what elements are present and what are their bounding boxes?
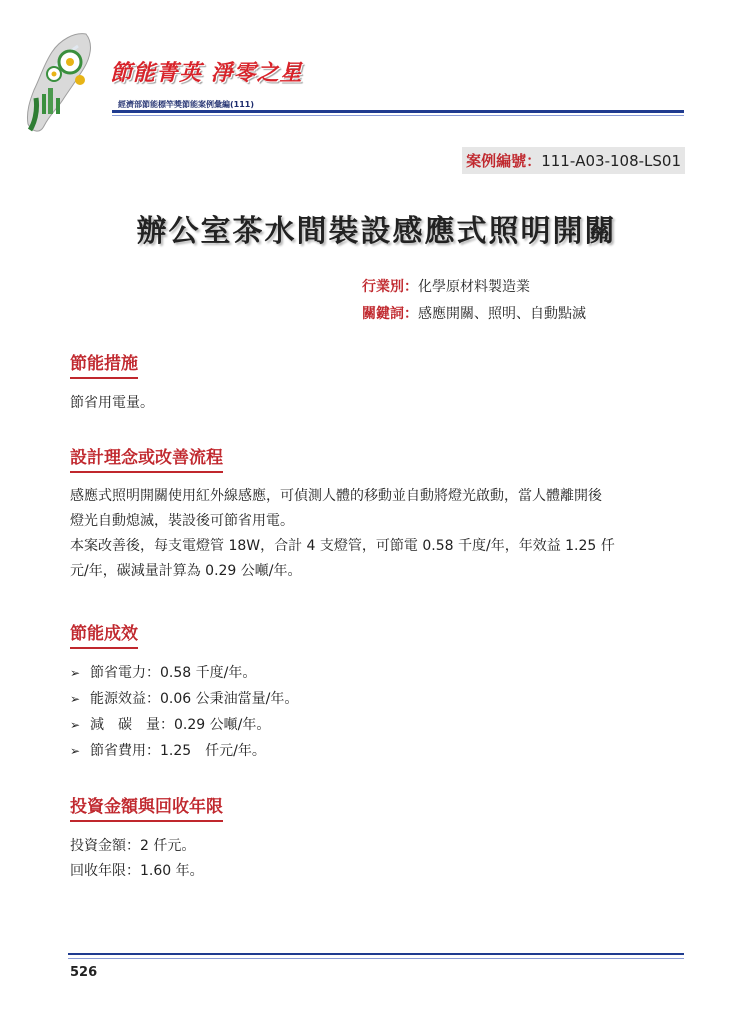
design-line: 燈光自動熄滅，裝設後可節省用電。 [70, 513, 294, 529]
investment-text [70, 834, 204, 884]
measures-text [70, 391, 154, 416]
section-heading-investment: 投資金額與回收年限 [70, 792, 223, 822]
case-number [462, 147, 685, 174]
design-line: 元/年，碳減量計算為 0.29 公噸/年。 [70, 563, 302, 579]
list-item [70, 686, 298, 712]
design-line: 本案改善後，每支電燈管 18W，合計 4 支燈管，可節電 0.58 千度/年，年效益 1.25 仟 [70, 538, 615, 554]
keywords-line [362, 303, 586, 323]
arrow-bullet-icon: ➢ [70, 666, 81, 680]
result-text: 節省費用：1.25 仟元/年。 [90, 743, 266, 759]
list-item [70, 738, 298, 764]
section-heading-measures: 節能措施 [70, 349, 138, 379]
brand-title: 節能菁英 淨零之星 [110, 60, 303, 86]
arrow-bullet-icon: ➢ [70, 692, 81, 706]
section-heading-results: 節能成效 [70, 619, 138, 649]
list-item [70, 712, 298, 738]
result-text: 減 碳 量：0.29 公噸/年。 [90, 717, 271, 733]
industry-line [362, 276, 530, 296]
header-rule [112, 110, 684, 113]
page-number: 526 [70, 965, 98, 980]
keywords-value: 感應開關、照明、自動點滅 [418, 306, 586, 322]
design-text [70, 484, 615, 584]
arrow-bullet-icon: ➢ [70, 718, 81, 732]
case-number-value: 111-A03-108-LS01 [541, 152, 681, 170]
results-list [70, 660, 298, 764]
design-line: 感應式照明開關使用紅外線感應，可偵測人體的移動並自動將燈光啟動，當人體離開後 [70, 488, 602, 504]
investment-line: 回收年限：1.60 年。 [70, 863, 204, 879]
page-header [0, 0, 753, 140]
keywords-label: 關鍵詞： [362, 306, 418, 322]
arrow-bullet-icon: ➢ [70, 744, 81, 758]
result-text: 能源效益：0.06 公秉油當量/年。 [90, 691, 299, 707]
footer-rule [68, 953, 684, 955]
footer-rule-thin [68, 958, 684, 959]
result-text: 節省電力：0.58 千度/年。 [90, 665, 257, 681]
investment-line: 投資金額：2 仟元。 [70, 838, 196, 854]
section-heading-design: 設計理念或改善流程 [70, 443, 223, 473]
measures-line: 節省用電量。 [70, 395, 154, 411]
list-item [70, 660, 298, 686]
case-number-label: 案例編號： [466, 152, 542, 170]
document-title: 辦公室茶水間裝設感應式照明開關 [136, 214, 617, 249]
header-rule-thin [112, 115, 684, 116]
brand-subtitle: 經濟部節能標竿獎節能案例彙編(111) [118, 100, 255, 109]
industry-label: 行業別： [362, 279, 418, 295]
industry-value: 化學原材料製造業 [418, 279, 530, 295]
